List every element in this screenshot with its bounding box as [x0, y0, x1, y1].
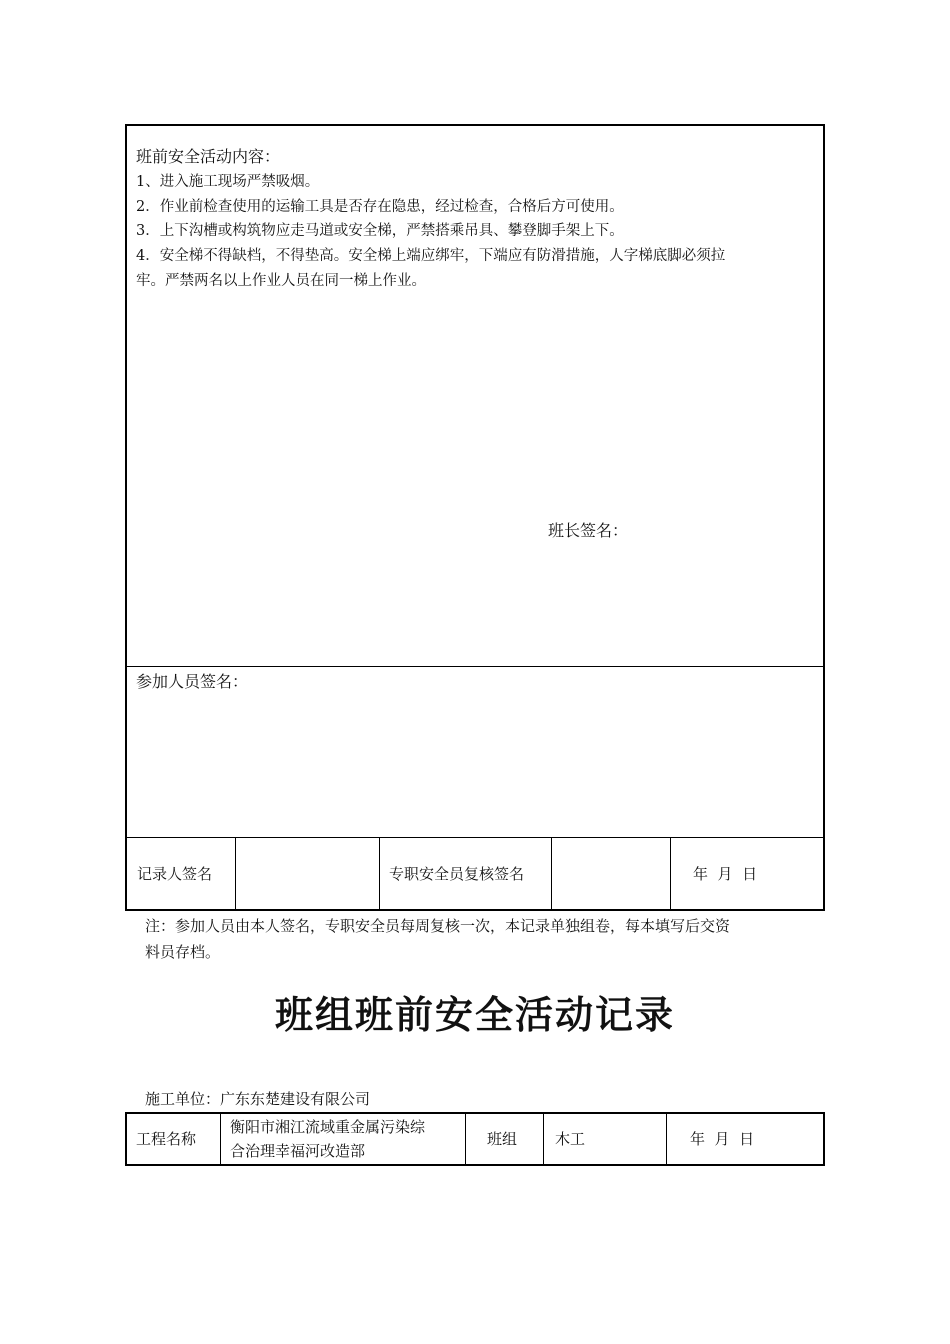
content-item-1: 1、进入施工现场严禁吸烟。: [136, 174, 320, 190]
content-item-4-cont: 牢。严禁两名以上作业人员在同一梯上作业。: [136, 273, 426, 289]
content-item-2: 2．作业前检查使用的运输工具是否存在隐患，经过检查，合格后方可使用。: [136, 199, 624, 215]
footer-col-4: [670, 837, 671, 910]
footer-col-3: [551, 837, 552, 910]
divider-participants-footer: [126, 837, 824, 838]
content-item-4: 4．安全梯不得缺档，不得垫高。安全梯上端应绑牢，下端应有防滑措施，人字梯底脚必须拉: [136, 248, 726, 264]
project-col-2: [465, 1113, 466, 1165]
project-col-3: [543, 1113, 544, 1165]
project-name-line-1: 衡阳市湘江流域重金属污染综: [230, 1118, 426, 1136]
project-date: 年 月 日: [690, 1130, 755, 1148]
team-label: 班组: [487, 1130, 518, 1148]
page-title: 班组班前安全活动记录: [274, 992, 675, 1037]
record-date: 年 月 日: [693, 865, 758, 883]
note-line-2: 料员存档。: [145, 943, 221, 961]
project-col-1: [220, 1113, 221, 1165]
content-item-3: 3．上下沟槽或构筑物应走马道或安全梯，严禁搭乘吊具、攀登脚手架上下。: [136, 223, 624, 239]
recorder-sign-label: 记录人签名: [137, 865, 213, 883]
construction-unit: 施工单位：广东东楚建设有限公司: [145, 1090, 371, 1108]
safety-officer-sign-label: 专职安全员复核签名: [389, 865, 525, 883]
note-line-1: 注：参加人员由本人签名，专职安全员每周复核一次，本记录单独组卷，每本填写后交资: [145, 917, 731, 935]
divider-content-participants: [126, 666, 824, 667]
participants-label: 参加人员签名：: [136, 672, 249, 691]
project-name-line-2: 合治理幸福河改造部: [230, 1142, 366, 1160]
recorder-sign-field[interactable]: [240, 842, 375, 906]
team-value: 木工: [555, 1130, 586, 1148]
leader-sign-label: 班长签名：: [548, 521, 629, 540]
project-name-label: 工程名称: [136, 1130, 197, 1148]
content-heading: 班前安全活动内容：: [136, 147, 281, 166]
project-col-4: [666, 1113, 667, 1165]
footer-col-2: [379, 837, 380, 910]
footer-col-1: [235, 837, 236, 910]
safety-officer-sign-field[interactable]: [556, 842, 666, 906]
